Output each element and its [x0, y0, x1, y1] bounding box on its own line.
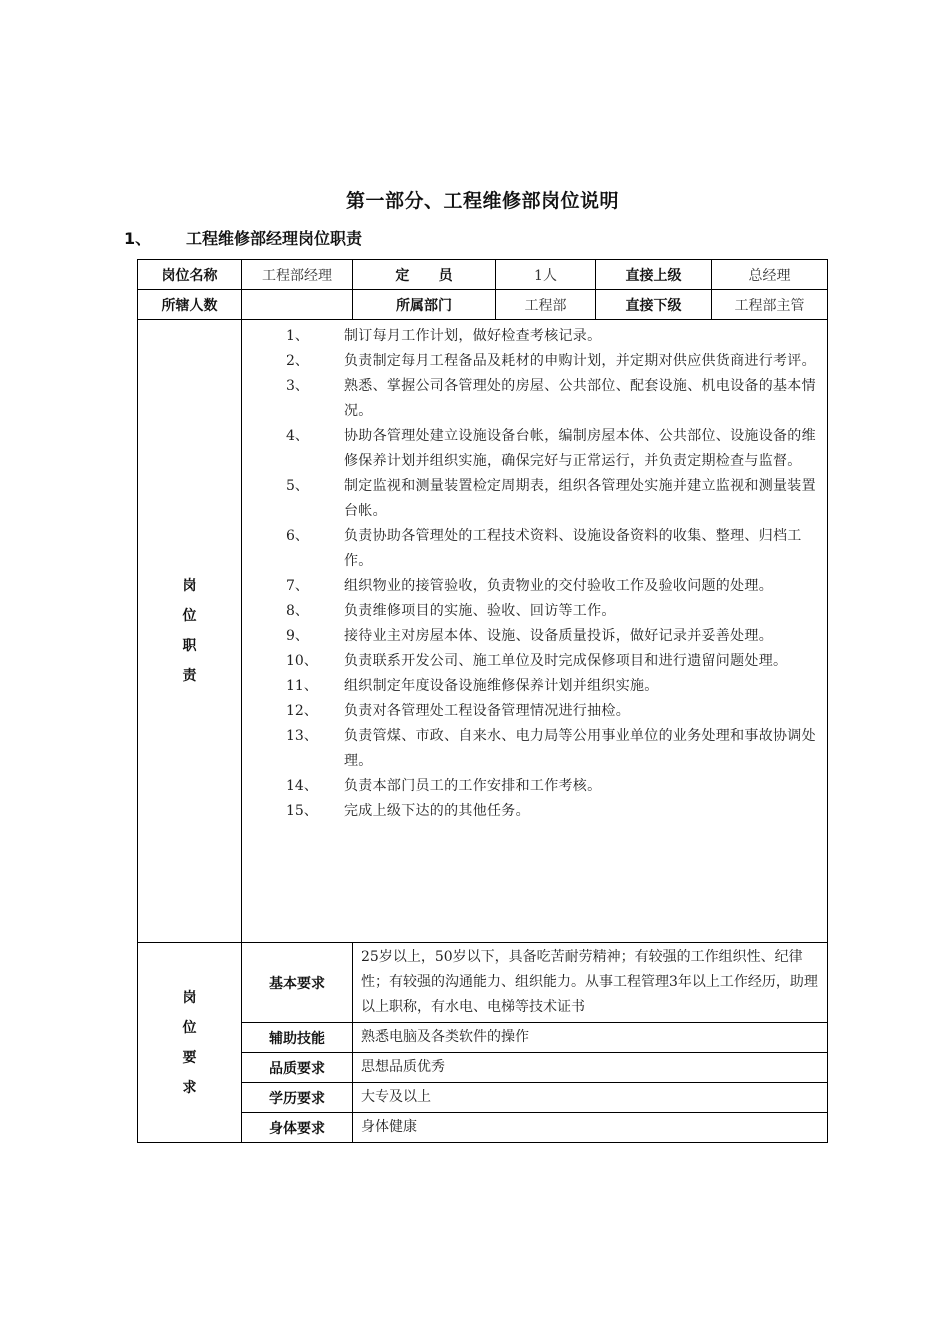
label-direct-superior: 直接上级 [596, 260, 712, 290]
duty-item [242, 424, 817, 474]
duty-item [242, 349, 817, 374]
duty-number: 14、 [286, 778, 318, 794]
duty-item [242, 474, 817, 524]
duty-text: 制定监视和测量装置检定周期表，组织各管理处实施并建立监视和测量装置台帐。 [344, 478, 816, 519]
duty-text: 负责协助各管理处的工程技术资料、设施设备资料的收集、整理、归档工作。 [344, 528, 802, 569]
section-title: 工程维修部经理岗位职责 [186, 229, 363, 248]
duty-number: 6、 [286, 528, 309, 544]
duties-list [242, 320, 828, 943]
requirement-row [138, 1053, 828, 1083]
duties-label-char: 位 [182, 608, 197, 624]
duty-item [242, 674, 817, 699]
duty-text: 负责管煤、市政、自来水、电力局等公用事业单位的业务处理和事故协调处理。 [344, 728, 816, 769]
duties-label [138, 320, 242, 943]
duty-item [242, 699, 817, 724]
duty-text: 接待业主对房屋本体、设施、设备质量投诉，做好记录并妥善处理。 [344, 628, 773, 644]
duty-item [242, 724, 817, 774]
value-subordinate-count [242, 290, 353, 320]
duty-item [242, 624, 817, 649]
duties-label-char: 责 [182, 668, 197, 684]
duty-number: 5、 [286, 478, 309, 494]
duty-item [242, 599, 817, 624]
section-number: 1、 [124, 229, 152, 248]
duty-text: 负责制定每月工程备品及耗材的申购计划，并定期对供应供货商进行考评。 [344, 353, 816, 369]
duty-text: 组织制定年度设备设施维修保养计划并组织实施。 [344, 678, 659, 694]
duty-item [242, 524, 817, 574]
duty-item [242, 324, 817, 349]
requirement-value: 身体健康 [353, 1113, 828, 1143]
label-department: 所属部门 [353, 290, 496, 320]
duty-text: 负责本部门员工的工作安排和工作考核。 [344, 778, 602, 794]
requirement-row [138, 1113, 828, 1143]
value-position-name: 工程部经理 [242, 260, 353, 290]
requirement-key: 身体要求 [242, 1113, 353, 1143]
duty-text: 制订每月工作计划，做好检查考核记录。 [344, 328, 602, 344]
requirements-label-char: 位 [182, 1019, 197, 1036]
requirements-label-char: 要 [182, 1049, 197, 1066]
label-headcount: 定 员 [353, 260, 496, 290]
duty-number: 12、 [286, 703, 318, 719]
duty-text: 熟悉、掌握公司各管理处的房屋、公共部位、配套设施、机电设备的基本情况。 [344, 378, 816, 419]
requirement-key: 学历要求 [242, 1083, 353, 1113]
duty-text: 负责维修项目的实施、验收、回访等工作。 [344, 603, 616, 619]
duty-number: 1、 [286, 328, 309, 344]
value-direct-superior: 总经理 [712, 260, 828, 290]
duty-number: 7、 [286, 578, 309, 594]
duty-number: 2、 [286, 353, 309, 369]
duty-item [242, 799, 817, 824]
page-title: 第一部分、工程维修部岗位说明 [345, 190, 619, 212]
value-headcount: 1人 [496, 260, 596, 290]
header-row [138, 260, 828, 290]
requirement-key: 品质要求 [242, 1053, 353, 1083]
requirements-label [138, 943, 242, 1143]
header-row [138, 290, 828, 320]
job-description-table [137, 259, 828, 1143]
duty-number: 3、 [286, 378, 309, 394]
duty-number: 4、 [286, 428, 309, 444]
requirements-label-char: 岗 [182, 989, 197, 1006]
duty-item [242, 649, 817, 674]
requirement-value: 熟悉电脑及各类软件的操作 [353, 1023, 828, 1053]
requirement-key: 辅助技能 [242, 1023, 353, 1053]
duties-label-char: 职 [182, 638, 197, 654]
duty-number: 10、 [286, 653, 318, 669]
duty-text: 负责联系开发公司、施工单位及时完成保修项目和进行遗留问题处理。 [344, 653, 788, 669]
requirement-key: 基本要求 [242, 943, 353, 1023]
duty-item [242, 374, 817, 424]
section-heading [124, 226, 362, 249]
duty-text: 协助各管理处建立设施设备台帐，编制房屋本体、公共部位、设施设备的维修保养计划并组织实施，确保完好与正常运行，并负责定期检查与监督。 [344, 428, 816, 469]
requirement-value: 思想品质优秀 [353, 1053, 828, 1083]
requirement-row [138, 1023, 828, 1053]
duties-label-char: 岗 [182, 578, 197, 594]
label-direct-subordinate: 直接下级 [596, 290, 712, 320]
duty-number: 8、 [286, 603, 309, 619]
label-position-name: 岗位名称 [138, 260, 242, 290]
requirement-row [138, 943, 828, 1023]
label-subordinate-count: 所辖人数 [138, 290, 242, 320]
requirement-value: 25岁以上，50岁以下，具备吃苦耐劳精神；有较强的工作组织性、纪律性；有较强的沟通能力、组织能力。从事工程管理3年以上工作经历，助理以上职称，有水电、电梯等技术证书 [353, 943, 828, 1023]
value-direct-subordinate: 工程部主管 [712, 290, 828, 320]
duty-text: 组织物业的接管验收，负责物业的交付验收工作及验收问题的处理。 [344, 578, 773, 594]
requirement-row [138, 1083, 828, 1113]
requirement-value: 大专及以上 [353, 1083, 828, 1113]
duty-number: 11、 [286, 678, 318, 694]
duties-row [138, 320, 828, 943]
duty-number: 13、 [286, 728, 318, 744]
duty-number: 15、 [286, 803, 318, 819]
duty-item [242, 574, 817, 599]
duty-number: 9、 [286, 628, 309, 644]
duty-text: 完成上级下达的的其他任务。 [344, 803, 530, 819]
duty-item [242, 774, 817, 799]
requirements-label-char: 求 [182, 1079, 197, 1096]
duty-text: 负责对各管理处工程设备管理情况进行抽检。 [344, 703, 630, 719]
value-department: 工程部 [496, 290, 596, 320]
